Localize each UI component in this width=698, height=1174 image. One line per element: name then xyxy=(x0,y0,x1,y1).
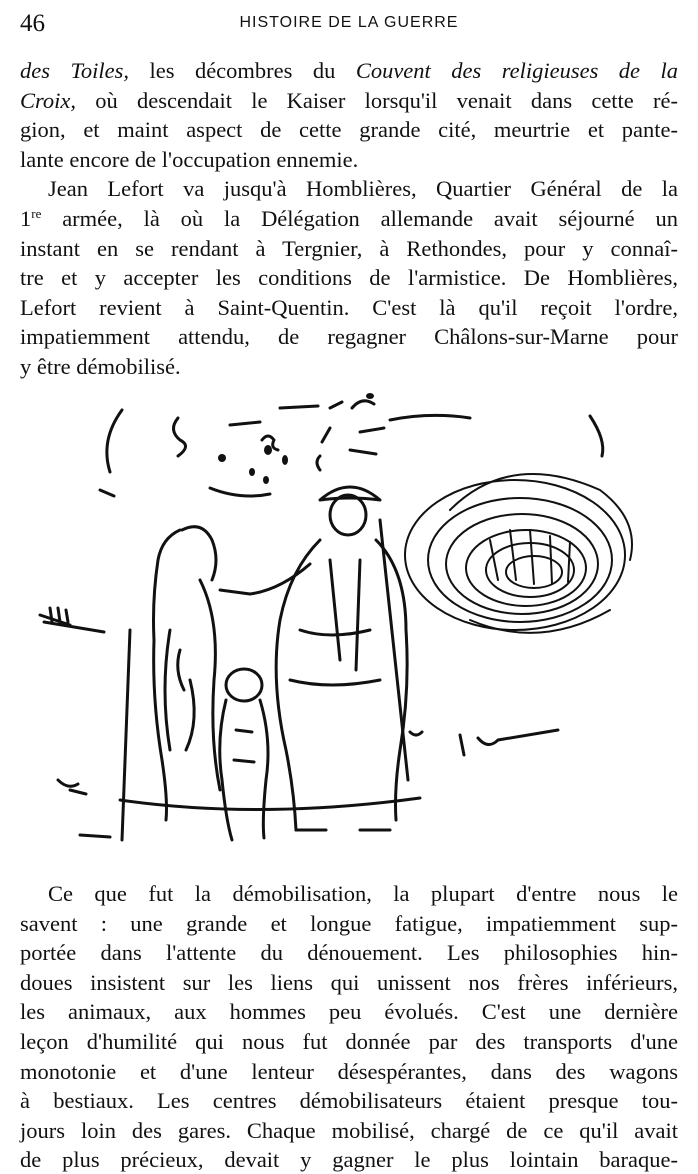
sky-stroke xyxy=(107,410,122,472)
text-line: y être démobilisé. xyxy=(20,353,181,379)
page-number: 46 xyxy=(20,10,45,37)
swirl-stroke xyxy=(450,474,632,560)
sky-stroke xyxy=(100,490,114,496)
text-line: lante encore de l'occupation ennemie. xyxy=(20,146,359,172)
sky-dot xyxy=(366,393,374,399)
figure-soldier xyxy=(276,487,408,830)
text-run: armée, là où la Délégation allemande avait séjourné un xyxy=(41,205,678,231)
sky-stroke xyxy=(230,422,260,425)
text-line: instant en se rendant à Tergnier, à Rethondes, pour y connaî- xyxy=(20,235,678,261)
text-line: leçon d'humilité qui nous fut donnée par des transports d'une xyxy=(20,1028,678,1054)
ground-stroke xyxy=(58,780,86,794)
figure-detail xyxy=(234,730,254,762)
figure-detail xyxy=(290,630,380,685)
child-head xyxy=(226,669,262,701)
sky-stroke xyxy=(173,418,185,456)
text-italic: des Toiles, xyxy=(20,58,130,83)
sky-stroke xyxy=(322,428,330,442)
sky-stroke xyxy=(330,402,342,408)
text-line: Jean Lefort va jusqu'à Homblières, Quartier Général de la xyxy=(48,176,678,202)
text-run: où descendait le Kaiser lorsqu'il venait dans cette ré- xyxy=(76,87,678,113)
sky-stroke xyxy=(317,456,320,470)
paragraph-block-bottom xyxy=(20,879,678,1174)
page-header xyxy=(20,10,678,40)
ground-stroke xyxy=(460,735,464,755)
sky-dot xyxy=(282,455,288,465)
sky-stroke xyxy=(390,415,470,420)
ground-stroke xyxy=(50,608,68,622)
ground-stroke xyxy=(80,835,110,837)
figure-detail xyxy=(178,650,194,750)
text-line xyxy=(20,56,678,86)
sky-dot xyxy=(263,476,269,484)
text-run: 1 xyxy=(20,205,32,231)
figure-detail xyxy=(220,564,310,594)
text-line: portée dans l'attente du dénouement. Les philosophies hin- xyxy=(20,940,678,966)
text-italic: Couvent des religieuses de la xyxy=(355,58,678,83)
figure-left-elder xyxy=(122,527,310,840)
sky-stroke xyxy=(352,401,374,408)
text-line: doues insistent sur les liens qui unissent nos frères inférieurs, xyxy=(20,969,678,995)
figure-outline xyxy=(260,700,268,838)
figure-outline xyxy=(165,630,170,750)
figure-outline xyxy=(200,580,220,790)
text-line: Ce que fut la démobilisation, la plupart d'entre nous le xyxy=(48,881,678,906)
text-line: de plus précieux, devait y gagner le plus lointain baraque- xyxy=(20,1147,678,1173)
text-line: gion, et maint aspect de cette grande cité, meurtrie et pante- xyxy=(20,117,678,143)
ground-stroke xyxy=(410,732,422,735)
figure-child xyxy=(220,669,268,840)
paragraph-block-top xyxy=(20,56,678,382)
swirl-ring xyxy=(446,514,598,614)
ink-sketch-illustration xyxy=(30,380,690,860)
swirl-ring xyxy=(405,480,625,630)
text-line: savent : une grande et longue fatigue, impatiemment sup- xyxy=(20,910,678,936)
text-line: monotonie et d'une lenteur désespérantes, dans des wagons xyxy=(20,1058,678,1084)
text-line: à bestiaux. Les centres démobilisateurs étaient presque tou- xyxy=(20,1088,678,1114)
text-run: les décombres du xyxy=(129,58,356,83)
swirl-vortex xyxy=(405,474,632,633)
ground-stroke xyxy=(40,615,104,632)
walking-stick xyxy=(122,630,130,840)
text-line: les animaux, aux hommes peu évolués. C'est une dernière xyxy=(20,999,678,1025)
text-line: impatiemment attendu, de regagner Châlons-sur-Marne pour xyxy=(20,324,678,350)
text-line: jours loin des gares. Chaque mobilisé, chargé de ce qu'il avait xyxy=(20,1117,678,1143)
ground-strokes xyxy=(40,608,558,837)
sky-dot xyxy=(249,468,255,476)
sky-stroke xyxy=(590,416,603,456)
figure-outline xyxy=(220,700,232,840)
sky-scribbles xyxy=(100,401,603,496)
sky-dot xyxy=(218,454,226,462)
text-line xyxy=(20,86,678,116)
ground-stroke xyxy=(478,730,558,745)
text-line xyxy=(20,204,678,234)
figure-outline xyxy=(182,527,216,580)
superscript: re xyxy=(31,205,42,221)
sky-stroke xyxy=(280,406,318,408)
sky-stroke xyxy=(350,428,384,454)
text-line: Lefort revient à Saint-Quentin. C'est là qu'il reçoit l'ordre, xyxy=(20,294,678,320)
rifle xyxy=(380,520,408,780)
text-line: tre et y accepter les conditions de l'armistice. De Homblières, xyxy=(20,265,678,291)
soldier-face xyxy=(330,495,366,535)
sky-stroke xyxy=(210,488,270,496)
figure-detail xyxy=(330,560,360,670)
sky-dot xyxy=(264,445,272,455)
text-italic: Croix, xyxy=(20,87,77,113)
helmet xyxy=(320,487,380,500)
running-title: HISTOIRE DE LA GUERRE xyxy=(239,14,459,31)
